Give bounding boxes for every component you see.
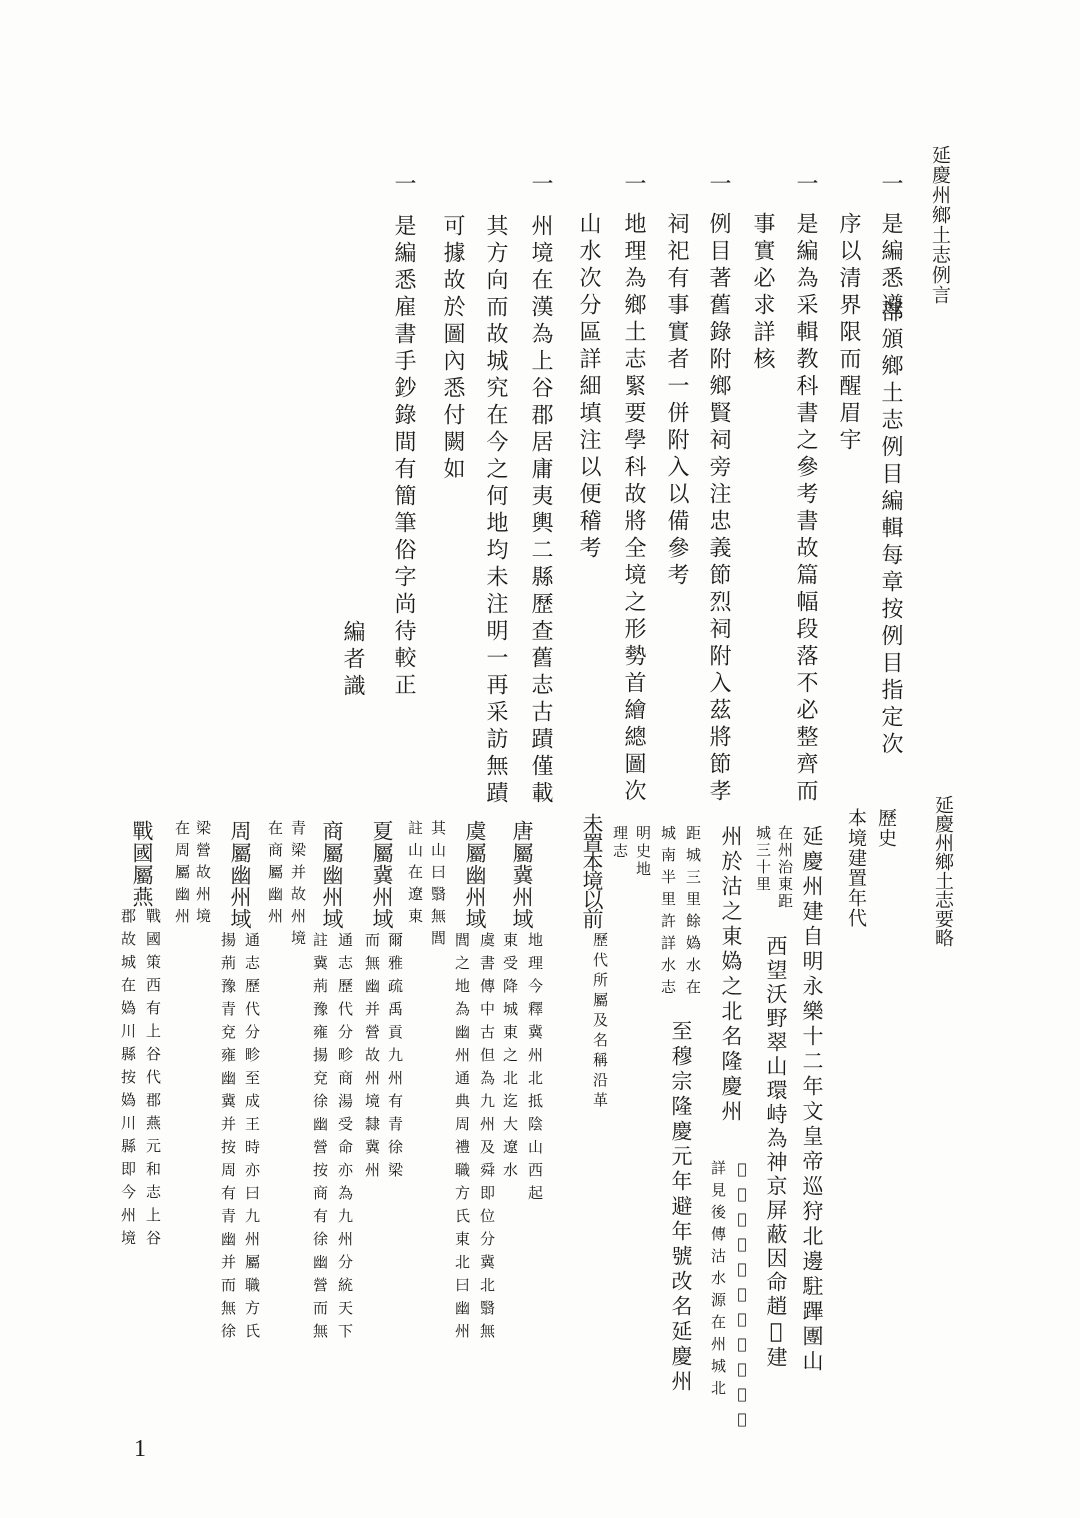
- example-column: 地理為鄉土志緊要學科故將全境之形勢首繪總圖次: [621, 212, 646, 806]
- annotation: 郡故城在媯川縣按媯川縣即今州境: [119, 908, 137, 1253]
- annotation: 閭之地為幽州通典周禮職方氏東北曰幽州: [453, 932, 471, 1346]
- example-column: 事實必求詳核: [750, 212, 775, 374]
- example-column: 是編悉遵: [878, 212, 903, 320]
- annotation: 地理今釋冀州北抵陰山西起: [526, 932, 544, 1208]
- annotation: 戰國策西有上谷代郡燕元和志上谷: [144, 908, 162, 1253]
- bullet-marker: 一: [391, 172, 416, 199]
- annotation: 東受降城東之北迄大遼水: [501, 932, 519, 1185]
- example-column: 部頒鄉土志例目編輯每章按例目指定次: [878, 300, 903, 759]
- annotation: 青梁并故州境: [289, 820, 307, 952]
- example-column: 是編為采輯教科書之參考書故篇幅段落不必整齊而: [793, 212, 818, 806]
- subsection-heading: 本境建置年代: [845, 808, 867, 928]
- signature: 編者識: [340, 620, 365, 701]
- main-text: 至穆宗隆慶元年避年號改名延慶州: [669, 1020, 693, 1395]
- annotation: 註山在遼東: [406, 820, 424, 930]
- annotation: 通志歷代分畛商湯受命亦為九州分統天下: [336, 932, 354, 1346]
- bullet-marker: 一: [878, 172, 903, 199]
- example-column: 山水次分區詳細填注以便稽考: [576, 212, 601, 563]
- subsection-note: 歷代所屬及名稱沿革: [591, 932, 609, 1112]
- dynasty-heading: 唐屬冀州域: [510, 820, 534, 930]
- example-column: 例目著舊錄附鄉賢祠旁注忠義節烈祠附入茲將節孝: [706, 212, 731, 806]
- dynasty-heading: 虞屬幽州域: [463, 820, 487, 930]
- page-number: 1: [134, 1436, 146, 1462]
- example-column: 祠祀有事實者一併附入以備參考: [664, 212, 689, 590]
- dynasty-heading: 商屬幽州域: [320, 820, 344, 930]
- example-column: 州境在漢為上谷郡居庸夷輿二縣歷查舊志古蹟僅載: [528, 214, 553, 808]
- dynasty-heading: 夏屬冀州域: [370, 820, 394, 930]
- bullet-marker: 一: [528, 172, 553, 199]
- bullet-marker: 一: [793, 172, 818, 199]
- annotation: 其山曰翳無閭: [429, 820, 447, 952]
- example-title: 延慶州鄉土志例言: [929, 145, 951, 305]
- annotation: 而無幽并營故州境隸冀州: [363, 932, 381, 1185]
- subsection-heading: 未置本境以前: [580, 813, 604, 927]
- annotation: 𨕖為禮部尚書洪武中進士: [733, 1160, 751, 1435]
- annotation: 註冀荊豫雍揚兗徐幽營按商有徐幽營而無: [311, 932, 329, 1346]
- dynasty-heading: 周屬幽州域: [228, 820, 252, 930]
- annotation: 通志歷代分畛至成王時亦曰九州屬職方氏: [243, 932, 261, 1346]
- bullet-marker: 一: [706, 172, 731, 199]
- annotation: 距城三里餘媯水在: [684, 825, 702, 1001]
- annotation: 城三十里: [754, 825, 772, 893]
- annotation: 在州治東距: [776, 825, 794, 910]
- main-text: 州於沽之東媯之北名隆慶州: [719, 825, 743, 1125]
- dynasty-heading: 戰國屬燕: [130, 820, 154, 908]
- annotation: 詳見後傳沽水源在州城北: [709, 1160, 727, 1402]
- summary-title: 延慶州鄉土志要略: [932, 795, 954, 947]
- example-column: 其方向而故城究在今之何地均未注明一再采訪無蹟: [483, 214, 508, 808]
- annotation: 揚荊豫青兗雍幽冀并按周有青幽并而無徐: [219, 932, 237, 1346]
- annotation: 在商屬幽州: [266, 820, 284, 930]
- annotation: 爾雅疏禹貢九州有青徐梁: [386, 932, 404, 1185]
- example-column: 序以清界限而醒眉宇: [836, 212, 861, 455]
- annotation: 理志: [611, 825, 629, 861]
- bullet-marker: 一: [621, 172, 646, 199]
- main-text: 西望沃野翠山環峙為神京屏蔽因命趙𨕖建: [764, 935, 788, 1370]
- section-heading: 歷史: [875, 808, 897, 848]
- example-column: 是編悉雇書手鈔錄間有簡筆俗字尚待較正: [391, 214, 416, 700]
- annotation: 明史地: [634, 825, 652, 879]
- main-text: 延慶州建自明永樂十二年文皇帝巡狩北邊駐蹕團山: [800, 825, 824, 1375]
- annotation: 虞書傳中古但為九州及舜即位分冀北翳無: [478, 932, 496, 1346]
- annotation: 城南半里許詳水志: [659, 825, 677, 1001]
- annotation: 梁營故州境: [194, 820, 212, 930]
- annotation: 在周屬幽州: [173, 820, 191, 930]
- example-column: 可據故於圖內悉付闕如: [440, 214, 465, 484]
